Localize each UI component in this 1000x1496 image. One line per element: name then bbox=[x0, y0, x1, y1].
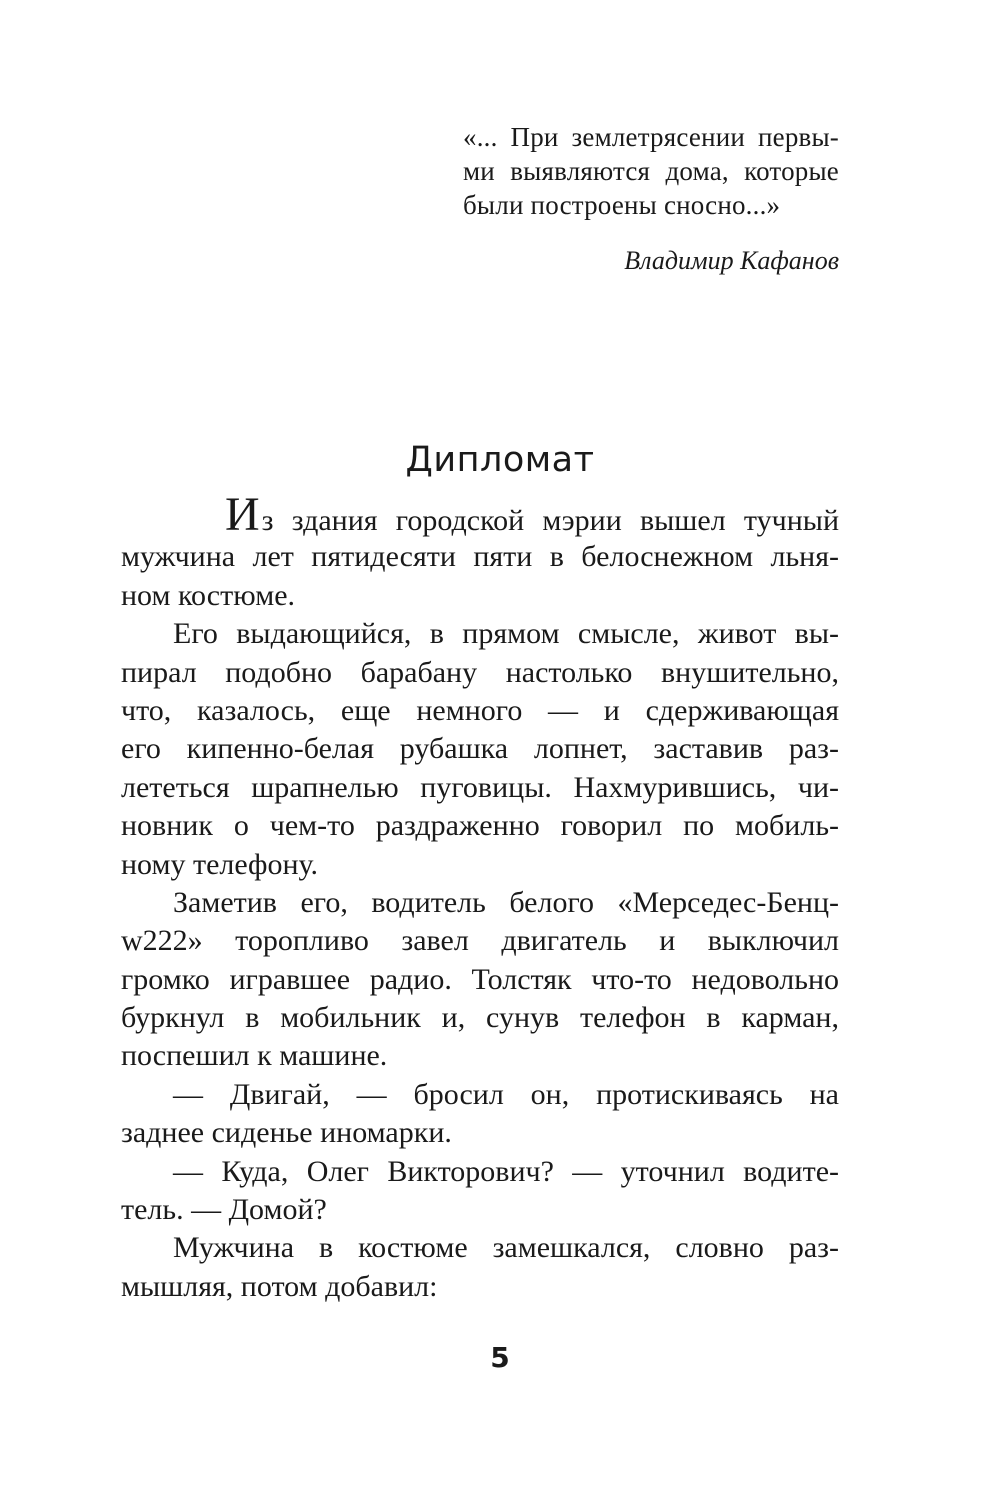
text-line bbox=[121, 488, 839, 541]
epigraph-line: ми выявляются дома, которые bbox=[463, 156, 839, 186]
text-line: его кипенно-белая рубашка лопнет, заставив раз- bbox=[121, 732, 839, 766]
epigraph-author: Владимир Кафанов bbox=[624, 246, 839, 275]
epigraph-line: были построены сносно...» bbox=[463, 190, 781, 220]
text-line: буркнул в мобильник и, сунув телефон в карман, bbox=[121, 1001, 839, 1035]
text-line: что, казалось, еще немного — и сдерживающая bbox=[121, 693, 839, 727]
page-number: 5 bbox=[490, 1341, 510, 1374]
text-line: тель. — Домой? bbox=[121, 1193, 327, 1227]
text-line: мышляя, потом добавил: bbox=[121, 1269, 438, 1303]
text-line: — Двигай, — бросил он, протискиваясь на bbox=[173, 1077, 839, 1111]
text-line: ном костюме. bbox=[121, 578, 296, 612]
text-line: лететься шрапнелью пуговицы. Нахмурившись, чи- bbox=[121, 770, 839, 804]
text-line: Заметив его, водитель белого «Мерседес-Бенц- bbox=[173, 885, 839, 919]
text-line: — Куда, Олег Викторович? — уточнил водите- bbox=[173, 1154, 839, 1188]
chapter-title: Дипломат bbox=[405, 440, 595, 480]
text-line-content: з здания городской мэрии вышел тучный bbox=[261, 504, 839, 537]
text-line: ному телефону. bbox=[121, 847, 319, 881]
drop-cap: И bbox=[225, 488, 260, 541]
text-line: новник о чем-то раздраженно говорил по мобиль- bbox=[121, 809, 839, 843]
chapter-body bbox=[121, 488, 839, 1306]
text-line: поспешил к машине. bbox=[121, 1039, 388, 1073]
text-line: w222» торопливо завел двигатель и выключил bbox=[121, 924, 839, 958]
text-line: громко игравшее радио. Толстяк что-то недовольно bbox=[121, 962, 839, 996]
epigraph-line: «... При землетрясении первы- bbox=[463, 122, 839, 152]
text-line: Его выдающийся, в прямом смысле, живот вы- bbox=[173, 617, 839, 651]
text-line: Мужчина в костюме замешкался, словно раз- bbox=[173, 1231, 839, 1265]
text-line: пирал подобно барабану настолько внушительно, bbox=[121, 655, 839, 689]
text-line: мужчина лет пятидесяти пяти в белоснежном льня- bbox=[121, 540, 839, 574]
text-line: заднее сиденье иномарки. bbox=[121, 1116, 452, 1150]
epigraph bbox=[463, 120, 839, 278]
